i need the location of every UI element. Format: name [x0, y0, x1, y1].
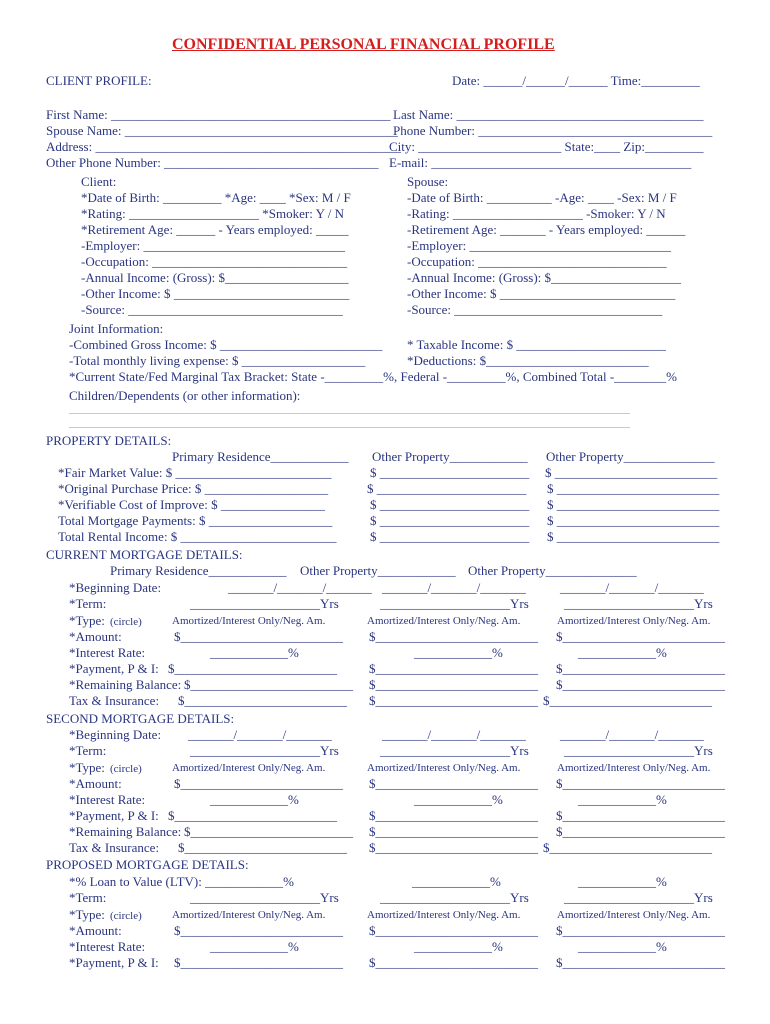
beginning-date-other-2[interactable]: _______/_______/_______: [560, 580, 704, 595]
total-mortgage-payments-other-2[interactable]: $ _________________________: [547, 513, 720, 528]
proposed-term-other-2[interactable]: ____________________Yrs: [564, 890, 713, 905]
city-state-zip-field[interactable]: City: ______________________ State:____ Zip:_________: [389, 139, 704, 154]
amount-label: *Amount:: [69, 629, 122, 644]
second-term-label: *Term:: [69, 743, 107, 758]
date-time-field[interactable]: Date: ______/______/______ Time:_________: [452, 73, 700, 88]
second-interest-rate-primary[interactable]: ____________%: [210, 792, 299, 807]
second-tax-insurance-other-2[interactable]: $_________________________: [543, 840, 712, 855]
client-source[interactable]: -Source: _________________________________: [81, 302, 343, 317]
cost-of-improve-other-1[interactable]: $ _______________________: [370, 497, 530, 512]
proposed-amount-label: *Amount:: [69, 923, 122, 938]
second-tax-insurance-label: Tax & Insurance:: [69, 840, 160, 855]
term-label: *Term:: [69, 596, 107, 611]
tax-insurance-primary[interactable]: $_________________________: [178, 693, 347, 708]
second-payment-label: *Payment, P & I:: [69, 808, 159, 823]
cost-of-improve[interactable]: *Verifiable Cost of Improve: $ ________________: [58, 497, 325, 512]
interest-rate-other-2[interactable]: ____________%: [578, 645, 667, 660]
total-mortgage-payments-other-1[interactable]: $ _______________________: [370, 513, 530, 528]
client-occupation[interactable]: -Occupation: ______________________________: [81, 254, 348, 269]
spouse-retirement-age[interactable]: -Retirement Age: _______ - Years employed: ______: [407, 222, 686, 237]
monthly-living-expense[interactable]: -Total monthly living expense: $ ___________________: [69, 353, 366, 368]
current-mortgage-heading: CURRENT MORTGAGE DETAILS:: [46, 547, 243, 562]
second-remaining-balance-label: *Remaining Balance:: [69, 824, 182, 839]
second-beginning-date-other-1[interactable]: _______/_______/_______: [382, 727, 526, 742]
amount-other-2[interactable]: $_________________________: [556, 629, 725, 644]
proposed-mortgage-heading: PROPOSED MORTGAGE DETAILS:: [46, 857, 249, 872]
property-col-other-1: Other Property____________: [372, 449, 528, 464]
second-amount-other-1[interactable]: $_________________________: [369, 776, 538, 791]
second-beginning-date-label: *Beginning Date:: [69, 727, 162, 742]
second-tax-insurance-other-1[interactable]: $_________________________: [369, 840, 538, 855]
proposed-payment-other-2[interactable]: $_________________________: [556, 955, 725, 970]
cost-of-improve-other-2[interactable]: $ _________________________: [547, 497, 720, 512]
proposed-type-options-other-1[interactable]: Amortized/Interest Only/Neg. Am.: [367, 909, 521, 921]
page-title: CONFIDENTIAL PERSONAL FINANCIAL PROFILE: [172, 36, 555, 53]
second-mortgage-heading: SECOND MORTGAGE DETAILS:: [46, 711, 235, 726]
spouse-annual-income[interactable]: -Annual Income: (Gross): $____________________: [407, 270, 682, 285]
ltv-primary[interactable]: *% Loan to Value (LTV): ____________%: [69, 874, 294, 889]
other-phone-field[interactable]: Other Phone Number: _________________________________: [46, 155, 379, 170]
original-purchase-price[interactable]: *Original Purchase Price: $ ___________________: [58, 481, 329, 496]
proposed-term-other-1[interactable]: ____________________Yrs: [380, 890, 529, 905]
second-type-label: *Type:: [69, 760, 105, 775]
second-type-circle-note: (circle): [110, 763, 142, 775]
first-name-field[interactable]: First Name: ___________________________________________: [46, 107, 391, 122]
proposed-amount-other-1[interactable]: $_________________________: [369, 923, 538, 938]
second-amount-other-2[interactable]: $_________________________: [556, 776, 725, 791]
spouse-name-field[interactable]: Spouse Name: __________________________________________: [46, 123, 398, 138]
second-amount-primary[interactable]: $_________________________: [174, 776, 343, 791]
phone-number-field[interactable]: Phone Number: ____________________________________: [393, 123, 713, 138]
remaining-balance-label: *Remaining Balance:: [69, 677, 182, 692]
proposed-interest-rate-primary[interactable]: ____________%: [210, 939, 299, 954]
second-term-other-1[interactable]: ____________________Yrs: [380, 743, 529, 758]
property-heading: PROPERTY DETAILS:: [46, 433, 172, 448]
term-other-1[interactable]: ____________________Yrs: [380, 596, 529, 611]
children-line-1[interactable]: ______________________________________________________________________________________________________: [69, 403, 630, 415]
spouse-other-income[interactable]: -Other Income: $ ___________________________: [407, 286, 676, 301]
second-payment-other-2[interactable]: $_________________________: [556, 808, 725, 823]
interest-rate-label: *Interest Rate:: [69, 645, 146, 660]
proposed-interest-rate-other-2[interactable]: ____________%: [578, 939, 667, 954]
beginning-date-label: *Beginning Date:: [69, 580, 162, 595]
client-annual-income[interactable]: -Annual Income: (Gross): $___________________: [81, 270, 349, 285]
proposed-amount-primary[interactable]: $_________________________: [174, 923, 343, 938]
proposed-interest-rate-other-1[interactable]: ____________%: [414, 939, 503, 954]
second-remaining-balance-primary[interactable]: $_________________________: [184, 824, 353, 839]
taxable-income[interactable]: * Taxable Income: $ _______________________: [407, 337, 666, 352]
ltv-other-2[interactable]: ____________%: [578, 874, 667, 889]
total-mortgage-payments[interactable]: Total Mortgage Payments: $ ___________________: [58, 513, 333, 528]
second-payment-primary[interactable]: $_________________________: [168, 808, 337, 823]
current-mortgage-col-other-2: Other Property______________: [468, 563, 637, 578]
beginning-date-primary[interactable]: _______/_______/_______: [228, 580, 372, 595]
spouse-heading: Spouse:: [407, 174, 449, 189]
client-retirement-age[interactable]: *Retirement Age: ______ - Years employed: _____: [81, 222, 349, 237]
proposed-payment-other-1[interactable]: $_________________________: [369, 955, 538, 970]
current-mortgage-col-primary: Primary Residence____________: [110, 563, 287, 578]
proposed-type-options-other-2[interactable]: Amortized/Interest Only/Neg. Am.: [557, 909, 711, 921]
fair-market-value-other-1[interactable]: $ _______________________: [370, 465, 530, 480]
payment-label: *Payment, P & I:: [69, 661, 159, 676]
deductions[interactable]: *Deductions: $_________________________: [407, 353, 649, 368]
fair-market-value[interactable]: *Fair Market Value: $ ________________________: [58, 465, 332, 480]
children-dependents-label: Children/Dependents (or other information):: [69, 388, 301, 403]
original-purchase-price-other-1[interactable]: $ _______________________: [367, 481, 527, 496]
tax-bracket[interactable]: *Current State/Fed Marginal Tax Bracket: State -_________%, Federal -_________%, Combined Total -________%: [69, 369, 677, 384]
spouse-rating-smoker[interactable]: -Rating: ____________________ -Smoker: Y / N: [407, 206, 666, 221]
proposed-type-options-primary[interactable]: Amortized/Interest Only/Neg. Am.: [172, 909, 326, 921]
proposed-amount-other-2[interactable]: $_________________________: [556, 923, 725, 938]
current-mortgage-col-other-1: Other Property____________: [300, 563, 456, 578]
second-amount-label: *Amount:: [69, 776, 122, 791]
client-rating-smoker[interactable]: *Rating: ____________________ *Smoker: Y / N: [81, 206, 345, 221]
last-name-field[interactable]: Last Name: ______________________________________: [393, 107, 704, 122]
second-tax-insurance-primary[interactable]: $_________________________: [178, 840, 347, 855]
email-field[interactable]: E-mail: ________________________________________: [389, 155, 692, 170]
client-heading: Client:: [81, 174, 117, 189]
type-options-other-1[interactable]: Amortized/Interest Only/Neg. Am.: [367, 615, 521, 627]
spouse-source[interactable]: -Source: ________________________________: [407, 302, 663, 317]
second-type-options-other-2[interactable]: Amortized/Interest Only/Neg. Am.: [557, 762, 711, 774]
total-rental-income-other-2[interactable]: $ _________________________: [547, 529, 720, 544]
spouse-employer[interactable]: -Employer: _______________________________: [407, 238, 671, 253]
amount-other-1[interactable]: $_________________________: [369, 629, 538, 644]
children-line-2[interactable]: ______________________________________________________________________________________________________: [69, 417, 630, 429]
remaining-balance-primary[interactable]: $_________________________: [184, 677, 353, 692]
interest-rate-other-1[interactable]: ____________%: [414, 645, 503, 660]
spouse-occupation[interactable]: -Occupation: _____________________________: [407, 254, 667, 269]
tax-insurance-label: Tax & Insurance:: [69, 693, 160, 708]
proposed-type-label: *Type:: [69, 907, 105, 922]
type-circle-note: (circle): [110, 616, 142, 628]
type-options-other-2[interactable]: Amortized/Interest Only/Neg. Am.: [557, 615, 711, 627]
proposed-payment-label: *Payment, P & I:: [69, 955, 159, 970]
second-payment-other-1[interactable]: $_________________________: [369, 808, 538, 823]
total-rental-income-other-1[interactable]: $ _______________________: [370, 529, 530, 544]
second-term-other-2[interactable]: ____________________Yrs: [564, 743, 713, 758]
address-field[interactable]: Address: _______________________________________________: [46, 139, 401, 154]
type-options-primary[interactable]: Amortized/Interest Only/Neg. Am.: [172, 615, 326, 627]
interest-rate-primary[interactable]: ____________%: [210, 645, 299, 660]
second-beginning-date-primary[interactable]: _______/_______/_______: [188, 727, 332, 742]
proposed-payment-primary[interactable]: $_________________________: [174, 955, 343, 970]
second-interest-rate-label: *Interest Rate:: [69, 792, 146, 807]
original-purchase-price-other-2[interactable]: $ _________________________: [547, 481, 720, 496]
client-profile-heading: CLIENT PROFILE:: [46, 73, 152, 88]
ltv-other-1[interactable]: ____________%: [412, 874, 501, 889]
tax-insurance-other-2[interactable]: $_________________________: [543, 693, 712, 708]
property-col-other-2: Other Property______________: [546, 449, 715, 464]
proposed-interest-rate-label: *Interest Rate:: [69, 939, 146, 954]
client-employer[interactable]: -Employer: _______________________________: [81, 238, 345, 253]
second-term-primary[interactable]: ____________________Yrs: [190, 743, 339, 758]
payment-other-2[interactable]: $_________________________: [556, 661, 725, 676]
type-label: *Type:: [69, 613, 105, 628]
second-type-options-other-1[interactable]: Amortized/Interest Only/Neg. Am.: [367, 762, 521, 774]
term-other-2[interactable]: ____________________Yrs: [564, 596, 713, 611]
tax-insurance-other-1[interactable]: $_________________________: [369, 693, 538, 708]
joint-heading: Joint Information:: [69, 321, 164, 336]
property-col-primary: Primary Residence____________: [172, 449, 349, 464]
spouse-dob-age-sex[interactable]: -Date of Birth: __________ -Age: ____ -Sex: M / F: [407, 190, 677, 205]
proposed-term-primary[interactable]: ____________________Yrs: [190, 890, 339, 905]
payment-other-1[interactable]: $_________________________: [369, 661, 538, 676]
client-dob-age-sex[interactable]: *Date of Birth: _________ *Age: ____ *Sex: M / F: [81, 190, 351, 205]
second-remaining-balance-other-1[interactable]: $_________________________: [369, 824, 538, 839]
client-other-income[interactable]: -Other Income: $ ___________________________: [81, 286, 350, 301]
proposed-type-circle-note: (circle): [110, 910, 142, 922]
remaining-balance-other-1[interactable]: $_________________________: [369, 677, 538, 692]
second-type-options-primary[interactable]: Amortized/Interest Only/Neg. Am.: [172, 762, 326, 774]
second-interest-rate-other-1[interactable]: ____________%: [414, 792, 503, 807]
proposed-term-label: *Term:: [69, 890, 107, 905]
remaining-balance-other-2[interactable]: $_________________________: [556, 677, 725, 692]
payment-primary[interactable]: $_________________________: [168, 661, 337, 676]
second-interest-rate-other-2[interactable]: ____________%: [578, 792, 667, 807]
amount-primary[interactable]: $_________________________: [174, 629, 343, 644]
fair-market-value-other-2[interactable]: $ _________________________: [545, 465, 718, 480]
term-primary[interactable]: ____________________Yrs: [190, 596, 339, 611]
second-remaining-balance-other-2[interactable]: $_________________________: [556, 824, 725, 839]
total-rental-income[interactable]: Total Rental Income: $ ________________________: [58, 529, 337, 544]
combined-gross-income[interactable]: -Combined Gross Income: $ _________________________: [69, 337, 383, 352]
beginning-date-other-1[interactable]: _______/_______/_______: [382, 580, 526, 595]
second-beginning-date-other-2[interactable]: _______/_______/_______: [560, 727, 704, 742]
